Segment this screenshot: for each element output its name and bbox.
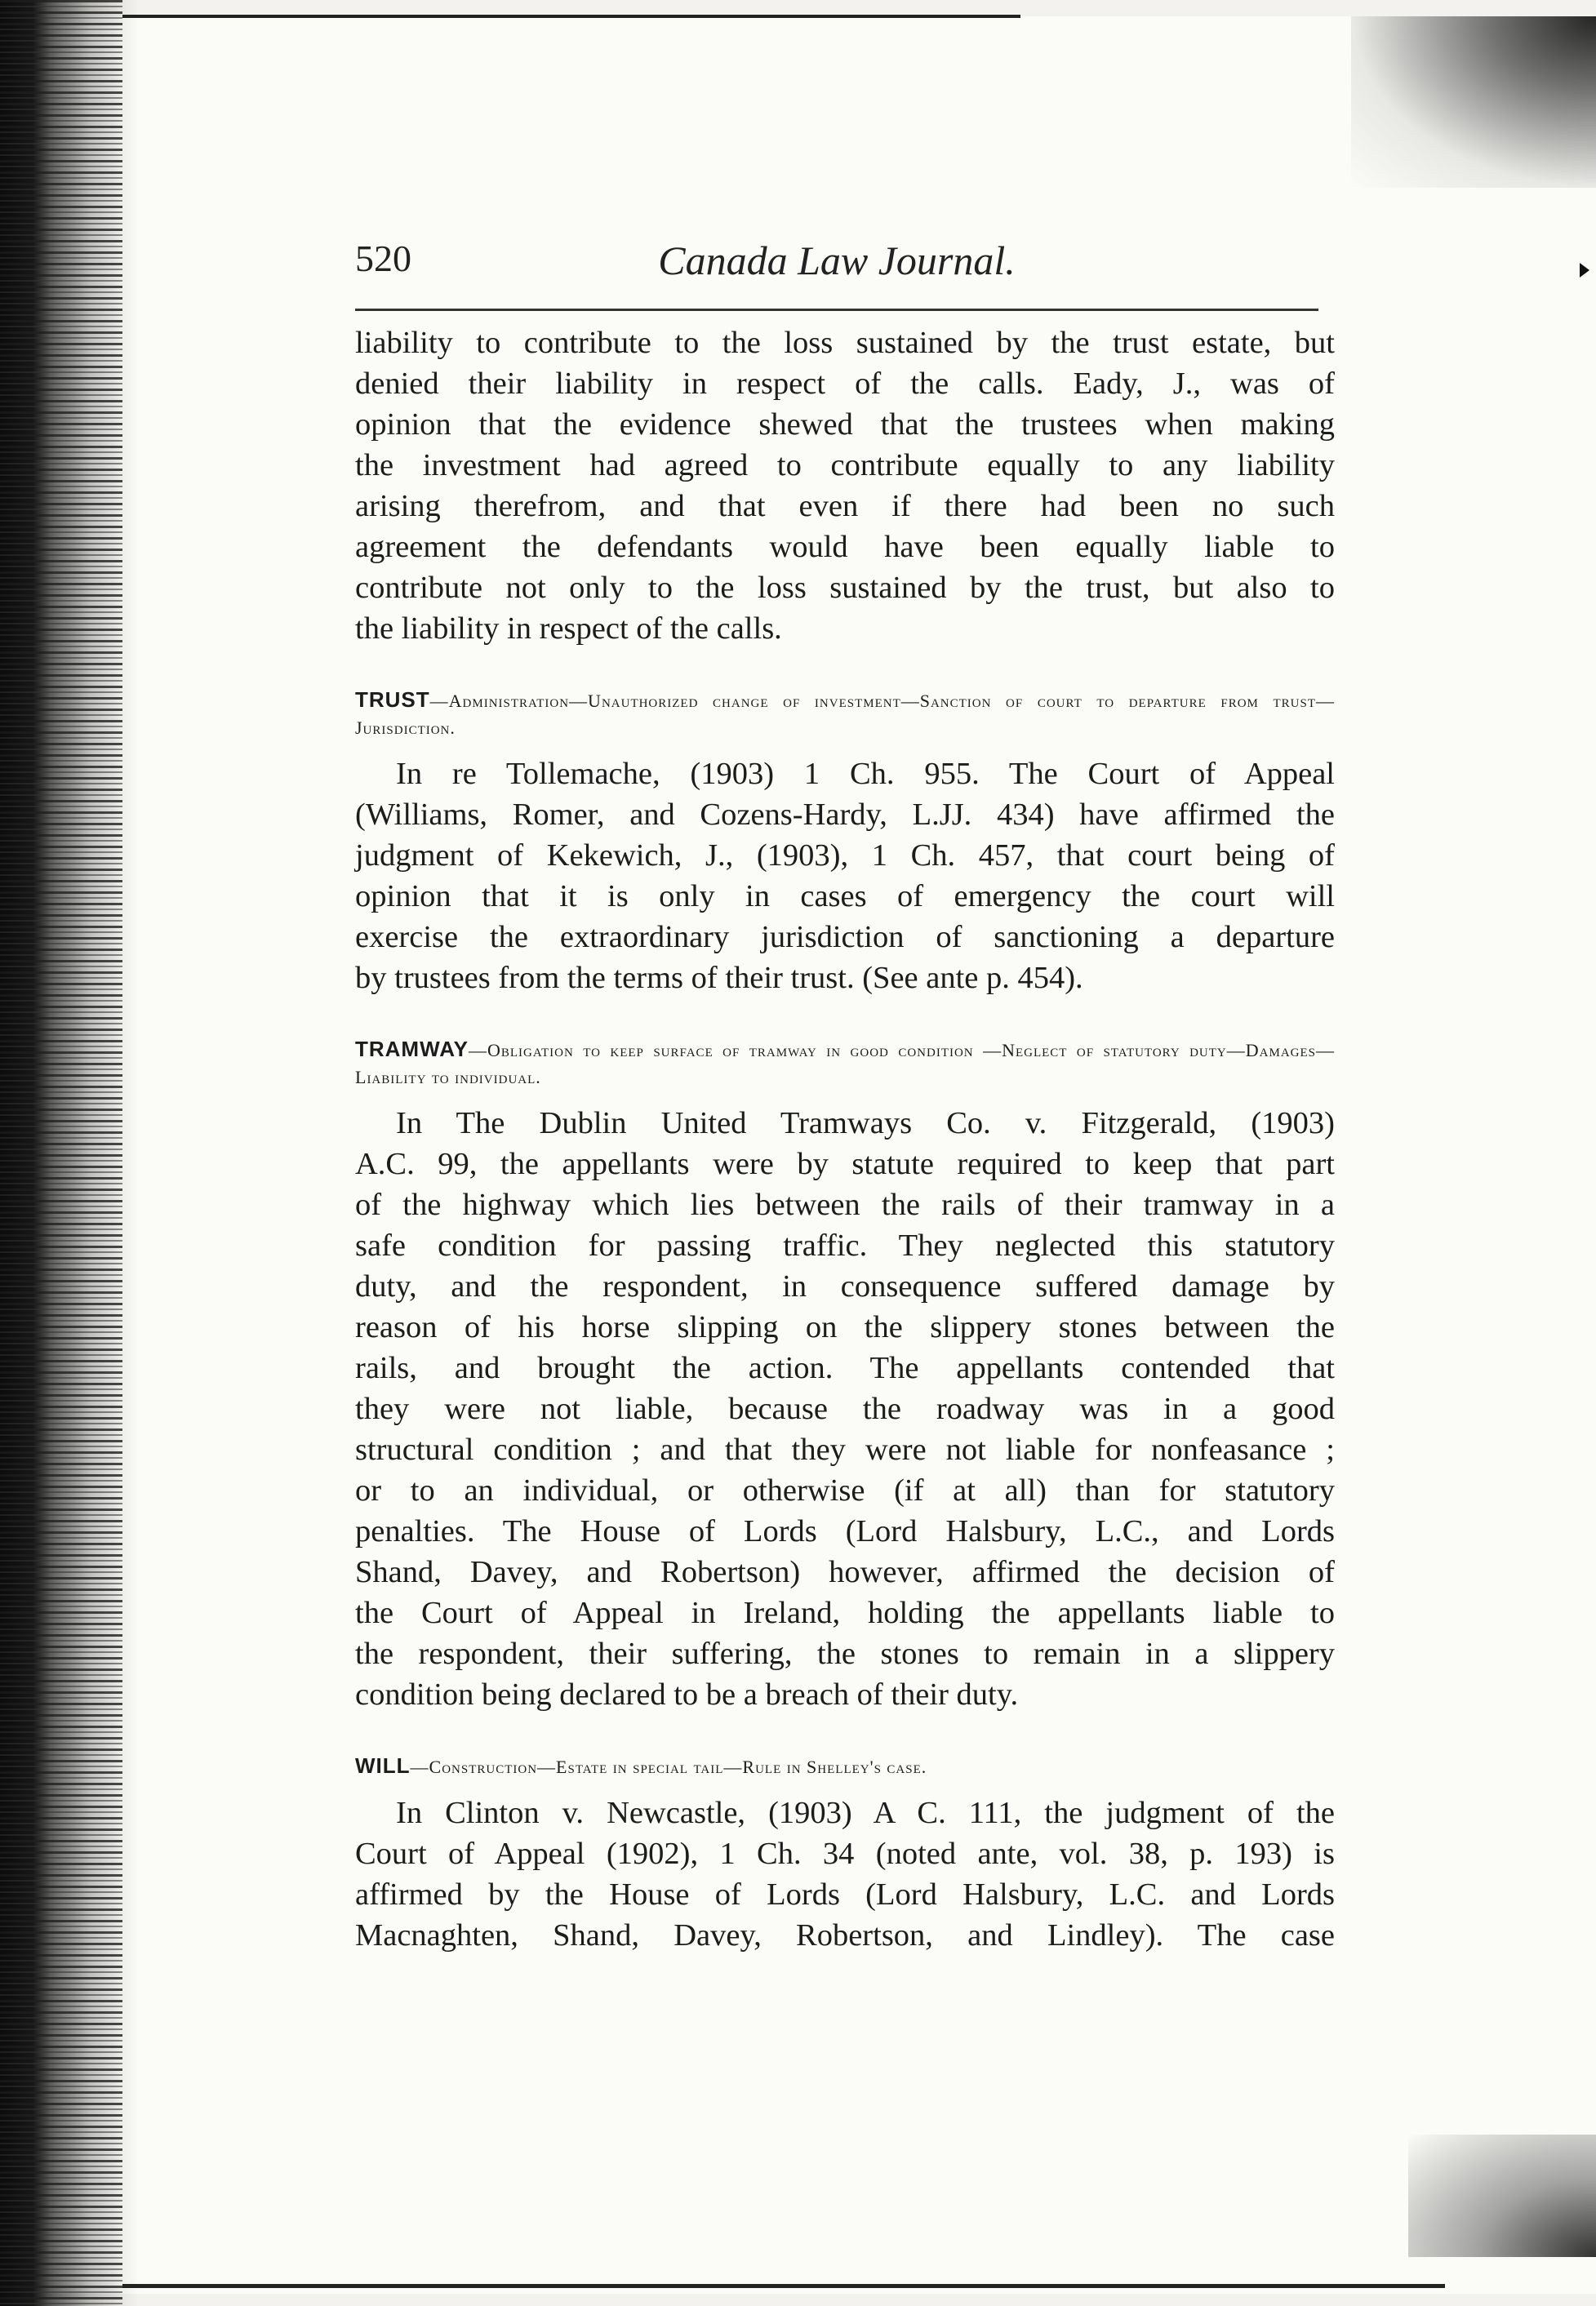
heading-keyword: WILL <box>355 1753 411 1778</box>
text-line: liability to contribute to the loss sustained by the trust estate, but <box>355 326 1335 360</box>
text-line: denied their liability in respect of the calls. Eady, J., was of <box>355 367 1335 401</box>
heading-subject: —Obligation to keep surface of tramway in good condition —Neglect of statutory duty—Damages—Liability to individual. <box>355 1040 1335 1087</box>
text-line: opinion that it is only in cases of emergency the court will <box>355 879 1335 913</box>
text-line: (Williams, Romer, and Cozens-Hardy, L.JJ. 434) have affirmed the <box>355 798 1335 832</box>
section-heading-will <box>355 1753 1335 1781</box>
page-number: 520 <box>355 238 411 279</box>
text-line: of the highway which lies between the rails of their tramway in a <box>355 1188 1335 1222</box>
paragraph-dublin-tramways <box>355 1103 1335 1715</box>
text-line: In Clinton v. Newcastle, (1903) A C. 111, the judgment of the <box>396 1796 1335 1830</box>
text-line: penalties. The House of Lords (Lord Halsbury, L.C., and Lords <box>355 1514 1335 1548</box>
text-line: they were not liable, because the roadway was in a good <box>355 1392 1335 1426</box>
scan-edge-left <box>0 0 122 2306</box>
text-line: Shand, Davey, and Robertson) however, affirmed the decision of <box>355 1555 1335 1589</box>
text-line: arising therefrom, and that even if there had been no such <box>355 489 1335 523</box>
text-line: affirmed by the House of Lords (Lord Halsbury, L.C. and Lords <box>355 1877 1335 1912</box>
paragraph-clinton-newcastle <box>355 1793 1335 1956</box>
text-line: reason of his horse slipping on the slippery stones between the <box>355 1310 1335 1344</box>
scan-corner-top-right <box>1351 16 1596 188</box>
text-line: structural condition ; and that they were not liable for nonfeasance ; <box>355 1433 1335 1467</box>
heading-subject: —Construction—Estate in special tail—Rule in Shelley's case. <box>410 1757 927 1777</box>
header-rule <box>355 309 1318 311</box>
text-line: contribute not only to the loss sustained by the trust, but also to <box>355 571 1335 605</box>
text-line: A.C. 99, the appellants were by statute required to keep that part <box>355 1147 1335 1181</box>
text-line: Macnaghten, Shand, Davey, Robertson, and Lindley). The case <box>355 1918 1335 1953</box>
text-line: the respondent, their suffering, the stones to remain in a slippery <box>355 1637 1335 1671</box>
text-line: by trustees from the terms of their trust. (See ante p. 454). <box>355 961 1083 995</box>
text-line: In re Tollemache, (1903) 1 Ch. 955. The Court of Appeal <box>396 757 1335 791</box>
text-line: Court of Appeal (1902), 1 Ch. 34 (noted ante, vol. 38, p. 193) is <box>355 1837 1335 1871</box>
text-line: exercise the extraordinary jurisdiction of sanctioning a departure <box>355 920 1335 954</box>
scan-corner-bottom-right <box>1408 2135 1596 2257</box>
text-line: condition being declared to be a breach of their duty. <box>355 1677 1019 1712</box>
text-line: safe condition for passing traffic. They neglected this statutory <box>355 1229 1335 1263</box>
heading-keyword: TRUST <box>355 687 430 712</box>
paragraph-continuation <box>355 322 1335 649</box>
page-header <box>355 237 1318 294</box>
section-heading-tramway <box>355 1036 1335 1091</box>
running-title: Canada Law Journal. <box>658 238 1016 283</box>
text-line: opinion that the evidence shewed that the trustees when making <box>355 407 1335 442</box>
heading-subject: —Administration—Unauthorized change of investment—Sanction of court to departure from trust—Jurisdiction. <box>355 691 1335 738</box>
text-line: agreement the defendants would have been equally liable to <box>355 530 1335 564</box>
scan-bottom-line <box>122 2284 1445 2288</box>
text-line: the liability in respect of the calls. <box>355 611 782 646</box>
paragraph-tollemache <box>355 753 1335 998</box>
heading-keyword: TRAMWAY <box>355 1037 469 1061</box>
page-body <box>355 322 1335 1956</box>
scan-top-line <box>122 15 1020 18</box>
text-line: In The Dublin United Tramways Co. v. Fitzgerald, (1903) <box>396 1106 1335 1140</box>
section-heading-trust <box>355 686 1335 742</box>
text-line: the investment had agreed to contribute equally to any liability <box>355 448 1335 482</box>
text-line: rails, and brought the action. The appellants contended that <box>355 1351 1335 1385</box>
text-line: the Court of Appeal in Ireland, holding the appellants liable to <box>355 1596 1335 1630</box>
text-line: duty, and the respondent, in consequence suffered damage by <box>355 1269 1335 1304</box>
scan-margin-mark <box>1580 263 1589 278</box>
text-line: judgment of Kekewich, J., (1903), 1 Ch. 457, that court being of <box>355 838 1335 873</box>
text-line: or to an individual, or otherwise (if at all) than for statutory <box>355 1473 1335 1508</box>
